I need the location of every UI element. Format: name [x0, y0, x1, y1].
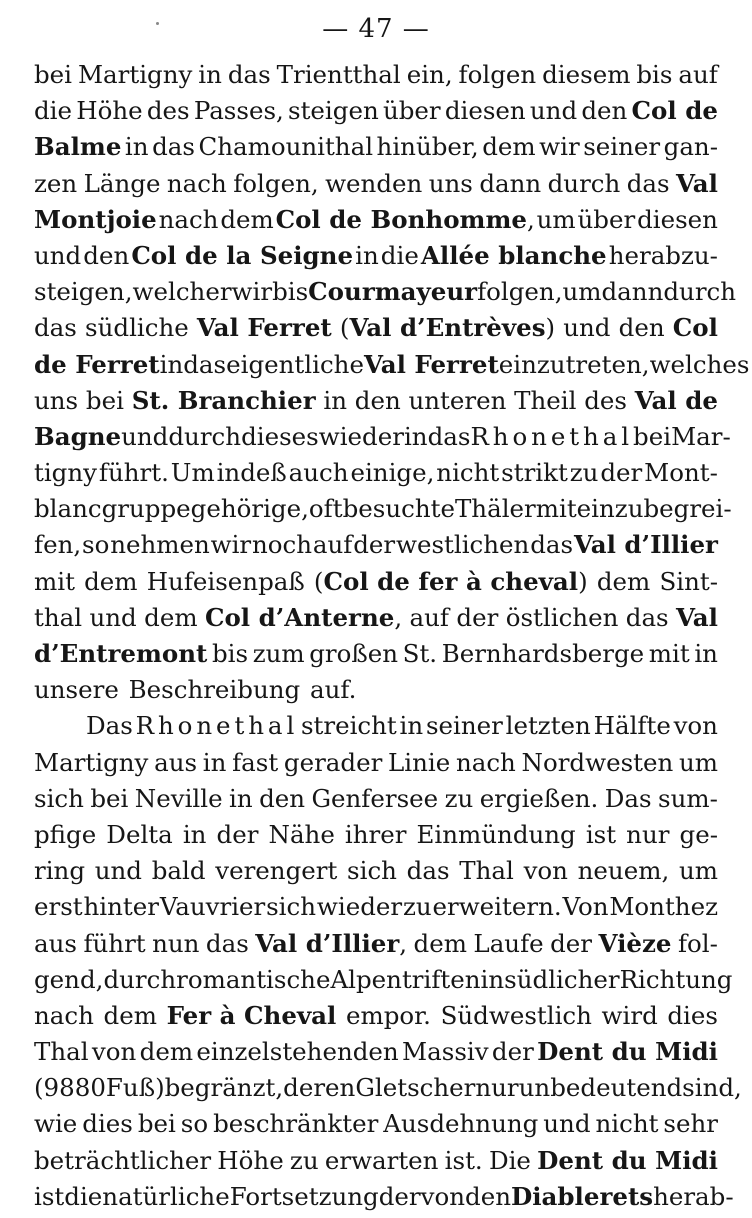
text-line: pfige Delta in der Nähe ihrer Einmündung ist nur ge- — [34, 819, 718, 849]
text-line: Martigny aus in fast gerader Linie nach Nordwesten um — [34, 747, 718, 777]
text-line: die Höhe des Passes, steigen über diesen und den Col de — [34, 96, 718, 126]
text-line: zen Länge nach folgen, wenden uns dann durch das Val — [34, 168, 718, 198]
text-line: Bagne und durch dieses wieder in das Rhonethal bei Mar- — [34, 421, 731, 451]
text-line: de Ferret in das eigentliche Val Ferret einzutreten, welches — [34, 349, 750, 379]
text-line: nach dem Fer à Cheval empor. Südwestlich wird dies — [34, 1000, 718, 1030]
text-line: steigen, welcher wir bis Courmayeur folgen, um dann durch — [34, 277, 737, 307]
text-line: beträchtlicher Höhe zu erwarten ist. Die Dent du Midi — [34, 1145, 718, 1175]
text-line: Das Rhonethal streicht in seiner letzten Hälfte von — [86, 711, 718, 741]
text-line: (9880 Fuß) begränzt, deren Gletscher nur unbedeutend sind, — [34, 1073, 742, 1103]
text-line: d’Entremont bis zum großen St. Bernhardsberge mit in — [34, 639, 718, 668]
text-line: blancgruppe gehörige, oft besuchte Thäler mit einzubegrei- — [34, 494, 732, 524]
text-line: Balme in das Chamounithal hinüber, dem wir seiner gan- — [34, 132, 718, 162]
text-line: Thal von dem einzelstehenden Massiv der Dent du Midi — [34, 1037, 718, 1067]
text-line: sich bei Neville in den Genfersee zu ergießen. Das sum- — [34, 783, 718, 813]
text-line: unsere Beschreibung auf. — [34, 675, 357, 705]
text-line: thal und dem Col d’Anterne, auf der östlichen das Val — [34, 602, 718, 632]
text-line: bei Martigny in das Trientthal ein, folgen diesem bis auf — [34, 60, 718, 89]
text-line: Montjoie nach dem Col de Bonhomme, um über diesen — [34, 204, 718, 234]
page-body — [34, 60, 750, 1218]
text-line: gend, durch romantische Alpentriften in südlicher Richtung — [34, 964, 733, 994]
text-line: ist die natürliche Fortsetzung der von den Diablerets herab- — [34, 1181, 734, 1211]
page-number: — 47 — — [322, 14, 430, 44]
text-line: ring und bald verengert sich das Thal von neuem, um — [34, 856, 718, 886]
text-line: fen, so nehmen wir noch auf der westlichen das Val d’Illier — [34, 530, 718, 560]
text-line: und den Col de la Seigne in die Allée blanche herabzu- — [34, 240, 718, 270]
text-line: wie dies bei so beschränkter Ausdehnung und nicht sehr — [34, 1109, 718, 1139]
text-line: uns bei St. Branchier in den unteren Theil des Val de — [34, 385, 718, 415]
text-line: tigny führt. Um indeß auch einige, nicht strikt zu der Mont- — [34, 458, 718, 488]
text-line: aus führt nun das Val d’Illier, dem Laufe der Vièze fol- — [34, 928, 718, 958]
text-line: erst hinter Vauvrier sich wieder zu erweitern. Von Monthez — [34, 892, 718, 922]
text-line: mit dem Hufeisenpaß (Col de fer à cheval) dem Sint- — [34, 566, 718, 596]
text-line: das südliche Val Ferret (Val d’Entrèves) und den Col — [34, 313, 718, 343]
